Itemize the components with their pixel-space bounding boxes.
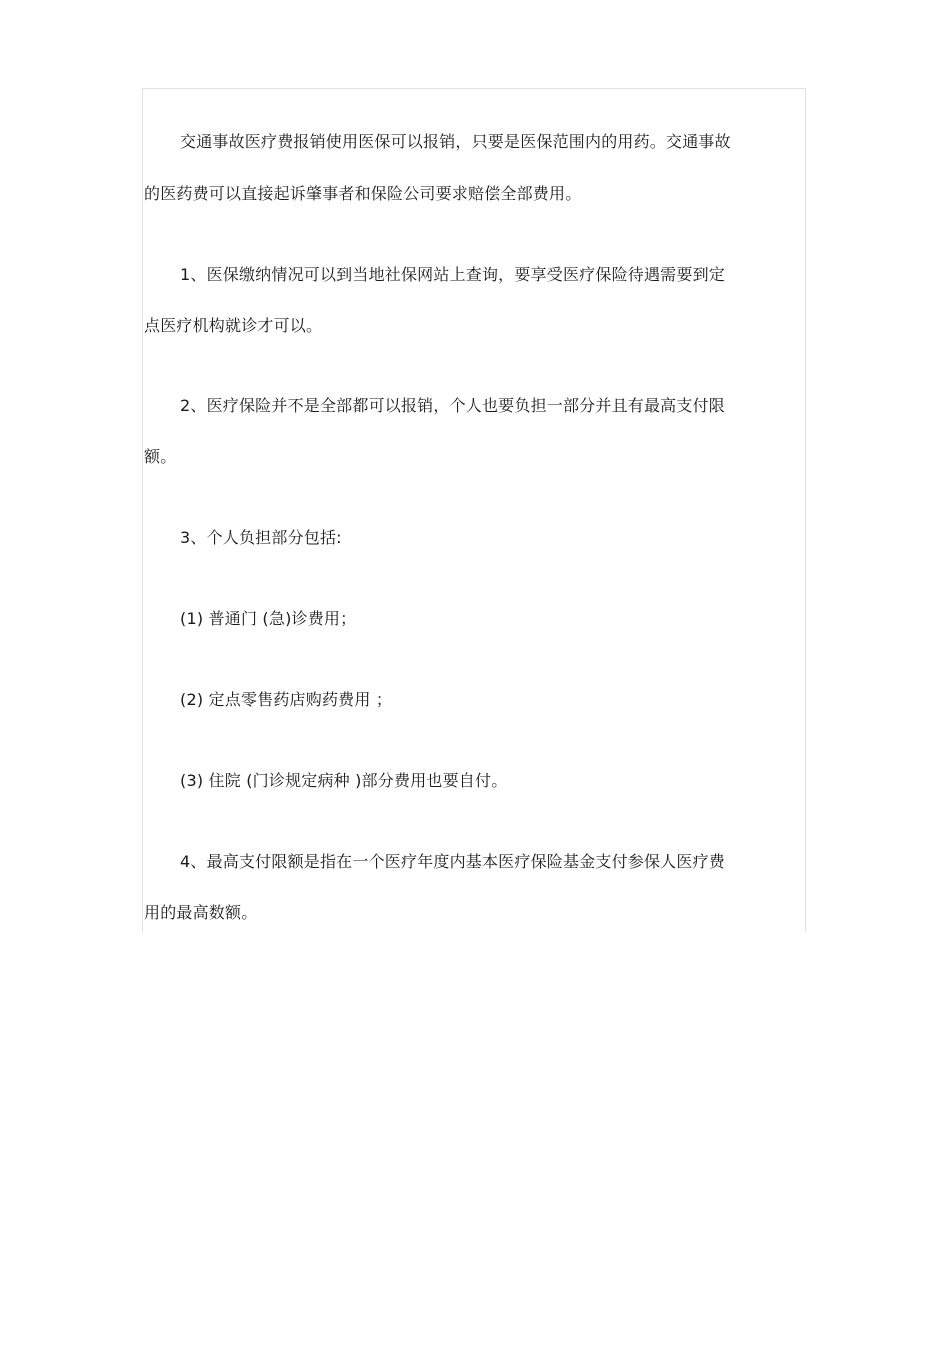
paragraph-item-3: 3、个人负担部分包括:: [180, 528, 342, 547]
paragraph-item-2-line-2: 额。: [144, 447, 177, 466]
paragraph-item-1-line-2: 点医疗机构就诊才可以。: [144, 316, 323, 335]
sub-item-1: (1) 普通门 (急)诊费用；: [180, 609, 357, 628]
paragraph-intro-line-1: 交通事故医疗费报销使用医保可以报销，只要是医保范围内的用药。交通事故: [180, 132, 731, 151]
paragraph-item-4-line-2: 用的最高数额。: [144, 903, 258, 922]
paragraph-item-1-line-1: 1、医保缴纳情况可以到当地社保网站上查询，要享受医疗保险待遇需要到定: [180, 265, 725, 284]
page-frame: [142, 88, 806, 932]
paragraph-intro-line-2: 的医药费可以直接起诉肇事者和保险公司要求赔偿全部费用。: [144, 184, 582, 203]
sub-item-3: (3) 住院 (门诊规定病种 )部分费用也要自付。: [180, 771, 508, 790]
paragraph-item-4-line-1: 4、最高支付限额是指在一个医疗年度内基本医疗保险基金支付参保人医疗费: [180, 852, 725, 871]
sub-item-2: (2) 定点零售药店购药费用 ；: [180, 690, 393, 709]
paragraph-item-2-line-1: 2、医疗保险并不是全部都可以报销，个人也要负担一部分并且有最高支付限: [180, 396, 725, 415]
